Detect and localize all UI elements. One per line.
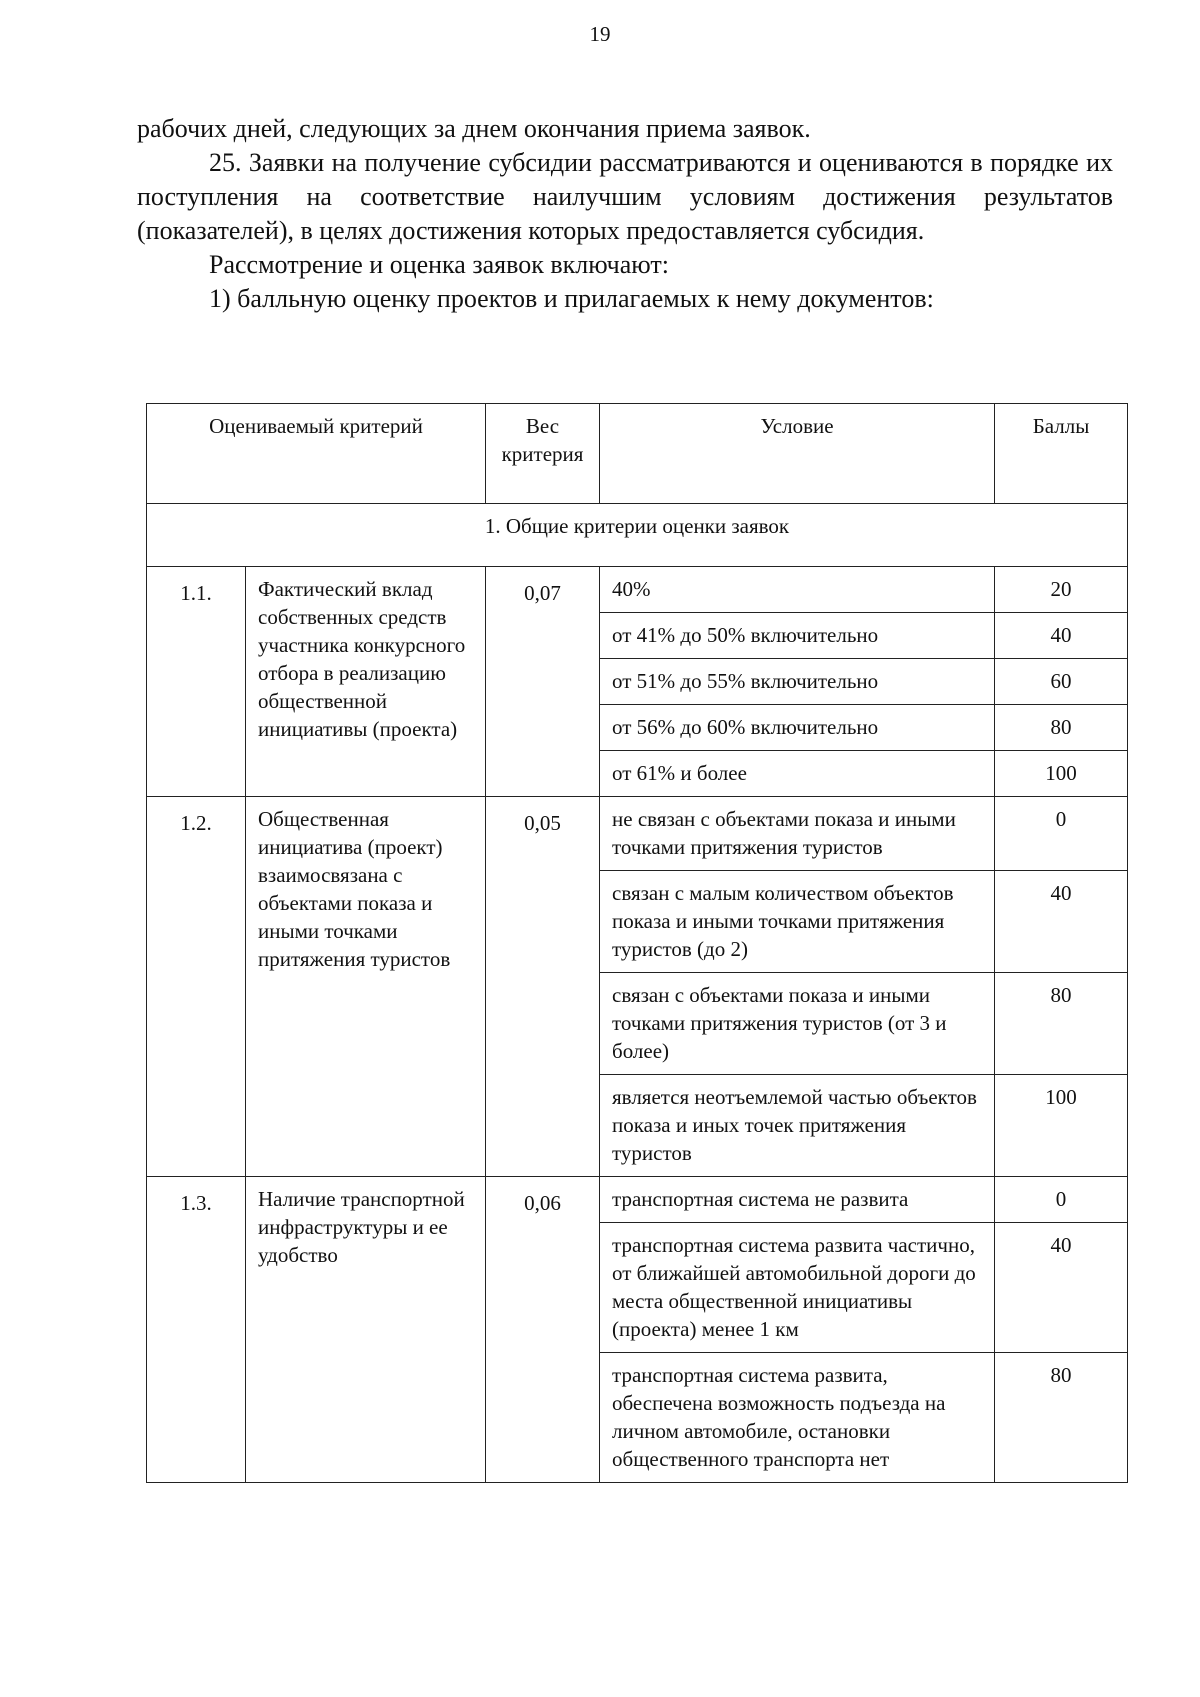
points-cell: 40 (995, 613, 1128, 659)
condition-cell: не связан с объектами показа и иными точками притяжения туристов (600, 797, 995, 871)
points-cell: 100 (995, 751, 1128, 797)
points-cell: 80 (995, 973, 1128, 1075)
criteria-table (146, 403, 1128, 1483)
table-row (147, 797, 1128, 871)
criterion-weight: 0,06 (486, 1177, 600, 1483)
criterion-number: 1.3. (147, 1177, 246, 1483)
body-text (137, 112, 1113, 316)
table-row (147, 567, 1128, 613)
condition-cell: 40% (600, 567, 995, 613)
points-cell: 80 (995, 1353, 1128, 1483)
condition-cell: транспортная система развита частично, от ближайшей автомобильной дороги до места общественной инициативы (проекта) менее 1 км (600, 1223, 995, 1353)
condition-cell: от 51% до 55% включительно (600, 659, 995, 705)
points-cell: 40 (995, 871, 1128, 973)
condition-cell: связан с объектами показа и иными точками притяжения туристов (от 3 и более) (600, 973, 995, 1075)
criterion-name: Общественная инициатива (проект) взаимосвязана с объектами показа и иными точками притяжения туристов (246, 797, 486, 1177)
paragraph-25: 25. Заявки на получение субсидии рассматриваются и оцениваются в порядке их поступления на соответствие наилучшим условиям достижения результатов (показателей), в целях достижения которых предоставляется субсидия. (137, 148, 1113, 245)
header-weight: Вес критерия (486, 404, 600, 504)
condition-cell: связан с малым количеством объектов показа и иными точками притяжения туристов (до 2) (600, 871, 995, 973)
points-cell: 0 (995, 797, 1128, 871)
criterion-weight: 0,07 (486, 567, 600, 797)
header-criterion: Оцениваемый критерий (147, 404, 486, 504)
table-row (147, 1177, 1128, 1223)
paragraph-continuation: рабочих дней, следующих за днем окончания приема заявок. (137, 114, 811, 143)
criterion-name: Фактический вклад собственных средств участника конкурсного отбора в реализацию общественной инициативы (проекта) (246, 567, 486, 797)
condition-cell: от 61% и более (600, 751, 995, 797)
condition-cell: является неотъемлемой частью объектов показа и иных точек притяжения туристов (600, 1075, 995, 1177)
condition-cell: транспортная система не развита (600, 1177, 995, 1223)
header-condition: Условие (600, 404, 995, 504)
points-cell: 100 (995, 1075, 1128, 1177)
section-row (147, 504, 1128, 567)
criterion-number: 1.2. (147, 797, 246, 1177)
section-title: 1. Общие критерии оценки заявок (147, 504, 1128, 567)
condition-cell: транспортная система развита, обеспечена возможность подъезда на личном автомобиле, остановки общественного транспорта нет (600, 1353, 995, 1483)
condition-cell: от 41% до 50% включительно (600, 613, 995, 659)
points-cell: 60 (995, 659, 1128, 705)
points-cell: 80 (995, 705, 1128, 751)
paragraph-review-intro: Рассмотрение и оценка заявок включают: (209, 250, 669, 279)
criterion-number: 1.1. (147, 567, 246, 797)
points-cell: 0 (995, 1177, 1128, 1223)
page-number: 19 (589, 22, 611, 46)
condition-cell: от 56% до 60% включительно (600, 705, 995, 751)
points-cell: 40 (995, 1223, 1128, 1353)
paragraph-scoring: 1) балльную оценку проектов и прилагаемых к нему документов: (209, 284, 934, 313)
criterion-name: Наличие транспортной инфраструктуры и ее удобство (246, 1177, 486, 1483)
table-header-row (147, 404, 1128, 504)
header-points: Баллы (995, 404, 1128, 504)
points-cell: 20 (995, 567, 1128, 613)
criterion-weight: 0,05 (486, 797, 600, 1177)
